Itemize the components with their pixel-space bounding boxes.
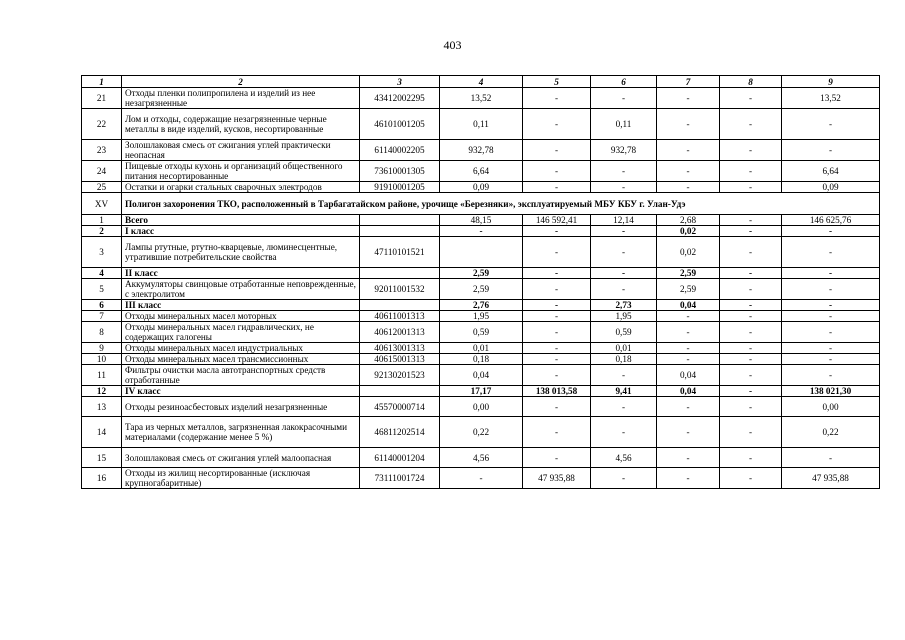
value-cell: 9,41 xyxy=(591,386,657,397)
value-cell: 0,59 xyxy=(440,322,523,343)
waste-name-cell: Отходы минеральных масел гидравлических, не содержащих галогены xyxy=(122,322,360,343)
value-cell: - xyxy=(782,365,880,386)
value-cell: - xyxy=(720,268,782,279)
value-cell: - xyxy=(720,311,782,322)
waste-name-cell: III класс xyxy=(122,300,360,311)
fkko-code-cell: 46101001205 xyxy=(360,109,440,140)
value-cell: - xyxy=(720,386,782,397)
value-cell: 2,59 xyxy=(657,268,720,279)
row-number-cell: 1 xyxy=(82,215,122,226)
table-row xyxy=(82,300,880,311)
value-cell: 0,09 xyxy=(782,182,880,193)
value-cell: 17,17 xyxy=(440,386,523,397)
value-cell: 932,78 xyxy=(440,140,523,161)
value-cell: - xyxy=(720,161,782,182)
value-cell: - xyxy=(591,182,657,193)
value-cell: - xyxy=(720,468,782,489)
row-number-cell: 22 xyxy=(82,109,122,140)
value-cell: - xyxy=(523,237,591,268)
waste-name-cell: Фильтры очистки масла автотранспортных средств отработанные xyxy=(122,365,360,386)
value-cell: - xyxy=(720,237,782,268)
value-cell: 4,56 xyxy=(440,448,523,468)
value-cell: - xyxy=(523,448,591,468)
header-cell: 9 xyxy=(782,76,880,88)
value-cell: - xyxy=(657,354,720,365)
row-number-cell: 4 xyxy=(82,268,122,279)
table-row xyxy=(82,354,880,365)
value-cell: - xyxy=(523,417,591,448)
value-cell: - xyxy=(720,448,782,468)
table-row xyxy=(82,268,880,279)
row-number-cell: 23 xyxy=(82,140,122,161)
value-cell: - xyxy=(523,365,591,386)
value-cell: - xyxy=(523,279,591,300)
value-cell: - xyxy=(591,417,657,448)
section-number-cell: XV xyxy=(82,193,122,215)
row-number-cell: 12 xyxy=(82,386,122,397)
waste-name-cell: Отходы минеральных масел индустриальных xyxy=(122,343,360,354)
value-cell: - xyxy=(782,268,880,279)
row-number-cell: 8 xyxy=(82,322,122,343)
row-number-cell: 24 xyxy=(82,161,122,182)
section-title-cell: Полигон захоронения ТКО, расположенный в Тарбагатайском районе, урочище «Березняки», эксплуатируемый МБУ КБУ г. Улан-Удэ xyxy=(122,193,880,215)
value-cell: 0,22 xyxy=(440,417,523,448)
fkko-code-cell: 61140002205 xyxy=(360,140,440,161)
value-cell: - xyxy=(782,354,880,365)
value-cell: 6,64 xyxy=(782,161,880,182)
value-cell: - xyxy=(523,397,591,417)
fkko-code-cell xyxy=(360,268,440,279)
value-cell: - xyxy=(591,468,657,489)
value-cell: 2,59 xyxy=(657,279,720,300)
header-cell: 4 xyxy=(440,76,523,88)
value-cell: - xyxy=(591,268,657,279)
value-cell: 0,01 xyxy=(440,343,523,354)
table-row xyxy=(82,237,880,268)
fkko-code-cell: 46811202514 xyxy=(360,417,440,448)
value-cell: 0,18 xyxy=(440,354,523,365)
row-number-cell: 16 xyxy=(82,468,122,489)
waste-name-cell: Золошлаковая смесь от сжигания углей малоопасная xyxy=(122,448,360,468)
value-cell: - xyxy=(657,448,720,468)
value-cell: 146 592,41 xyxy=(523,215,591,226)
value-cell: - xyxy=(720,365,782,386)
row-number-cell: 15 xyxy=(82,448,122,468)
value-cell: 932,78 xyxy=(591,140,657,161)
value-cell: - xyxy=(523,161,591,182)
header-cell: 6 xyxy=(591,76,657,88)
value-cell: - xyxy=(523,322,591,343)
row-number-cell: 10 xyxy=(82,354,122,365)
waste-name-cell: Отходы минеральных масел моторных xyxy=(122,311,360,322)
row-number-cell: 7 xyxy=(82,311,122,322)
value-cell: - xyxy=(782,237,880,268)
value-cell: - xyxy=(591,88,657,109)
row-number-cell: 14 xyxy=(82,417,122,448)
waste-name-cell: Отходы из жилищ несортированные (исключая крупногабаритные) xyxy=(122,468,360,489)
value-cell: - xyxy=(657,468,720,489)
value-cell: - xyxy=(591,397,657,417)
value-cell: - xyxy=(720,417,782,448)
fkko-code-cell xyxy=(360,300,440,311)
value-cell: - xyxy=(657,182,720,193)
value-cell: - xyxy=(657,397,720,417)
value-cell: 138 013,58 xyxy=(523,386,591,397)
table-row xyxy=(82,343,880,354)
value-cell: - xyxy=(720,215,782,226)
table-row xyxy=(82,386,880,397)
table-row xyxy=(82,161,880,182)
table-row xyxy=(82,182,880,193)
header-cell: 1 xyxy=(82,76,122,88)
value-cell: - xyxy=(782,311,880,322)
header-cell: 8 xyxy=(720,76,782,88)
waste-name-cell: IV класс xyxy=(122,386,360,397)
value-cell: - xyxy=(720,88,782,109)
waste-name-cell: Пищевые отходы кухонь и организаций общественного питания несортированные xyxy=(122,161,360,182)
fkko-code-cell: 40613001313 xyxy=(360,343,440,354)
value-cell: 138 021,30 xyxy=(782,386,880,397)
value-cell: - xyxy=(523,140,591,161)
table-row xyxy=(82,365,880,386)
fkko-code-cell xyxy=(360,386,440,397)
value-cell: - xyxy=(523,354,591,365)
fkko-code-cell: 91910001205 xyxy=(360,182,440,193)
value-cell: - xyxy=(591,365,657,386)
row-number-cell: 25 xyxy=(82,182,122,193)
waste-name-cell: Отходы пленки полипропилена и изделий из нее незагрязненные xyxy=(122,88,360,109)
fkko-code-cell: 73111001724 xyxy=(360,468,440,489)
value-cell: - xyxy=(782,300,880,311)
value-cell: - xyxy=(591,279,657,300)
header-cell: 7 xyxy=(657,76,720,88)
value-cell: - xyxy=(523,300,591,311)
value-cell: - xyxy=(720,140,782,161)
value-cell: - xyxy=(591,161,657,182)
header-cell: 5 xyxy=(523,76,591,88)
row-number-cell: 21 xyxy=(82,88,122,109)
row-number-cell: 9 xyxy=(82,343,122,354)
value-cell: - xyxy=(440,226,523,237)
fkko-code-cell: 61140001204 xyxy=(360,448,440,468)
row-number-cell: 3 xyxy=(82,237,122,268)
value-cell: - xyxy=(720,354,782,365)
fkko-code-cell: 40611001313 xyxy=(360,311,440,322)
waste-name-cell: Лом и отходы, содержащие незагрязненные черные металлы в виде изделий, кусков, несортированные xyxy=(122,109,360,140)
fkko-code-cell: 73610001305 xyxy=(360,161,440,182)
value-cell: 1,95 xyxy=(591,311,657,322)
value-cell: 0,22 xyxy=(782,417,880,448)
fkko-code-cell: 40612001313 xyxy=(360,322,440,343)
waste-name-cell: I класс xyxy=(122,226,360,237)
value-cell: - xyxy=(523,88,591,109)
value-cell: 13,52 xyxy=(440,88,523,109)
value-cell: 1,95 xyxy=(440,311,523,322)
value-cell: 6,64 xyxy=(440,161,523,182)
value-cell: - xyxy=(591,237,657,268)
value-cell: 2,59 xyxy=(440,268,523,279)
value-cell: 0,00 xyxy=(440,397,523,417)
value-cell: - xyxy=(720,300,782,311)
value-cell: 0,04 xyxy=(657,386,720,397)
value-cell: - xyxy=(720,182,782,193)
value-cell: 0,02 xyxy=(657,237,720,268)
fkko-code-cell: 47110101521 xyxy=(360,237,440,268)
waste-name-cell: Всего xyxy=(122,215,360,226)
value-cell: - xyxy=(657,109,720,140)
value-cell: - xyxy=(523,311,591,322)
value-cell: 13,52 xyxy=(782,88,880,109)
fkko-code-cell xyxy=(360,215,440,226)
value-cell: - xyxy=(523,343,591,354)
header-cell: 3 xyxy=(360,76,440,88)
table-row xyxy=(82,397,880,417)
waste-name-cell: Остатки и огарки стальных сварочных электродов xyxy=(122,182,360,193)
value-cell: - xyxy=(657,140,720,161)
waste-name-cell: Тара из черных металлов, загрязненная лакокрасочными материалами (содержание менее 5 %) xyxy=(122,417,360,448)
table-row xyxy=(82,279,880,300)
value-cell: - xyxy=(720,226,782,237)
value-cell: - xyxy=(782,109,880,140)
waste-name-cell: Золошлаковая смесь от сжигания углей практически неопасная xyxy=(122,140,360,161)
value-cell: - xyxy=(720,343,782,354)
value-cell: - xyxy=(523,109,591,140)
value-cell: 0,01 xyxy=(591,343,657,354)
table-row xyxy=(82,468,880,489)
value-cell: 0,09 xyxy=(440,182,523,193)
value-cell: 0,02 xyxy=(657,226,720,237)
table-row xyxy=(82,311,880,322)
value-cell: 0,59 xyxy=(591,322,657,343)
value-cell: 0,11 xyxy=(591,109,657,140)
value-cell: 2,59 xyxy=(440,279,523,300)
value-cell: - xyxy=(782,279,880,300)
row-number-cell: 13 xyxy=(82,397,122,417)
waste-name-cell: Отходы минеральных масел трансмиссионных xyxy=(122,354,360,365)
waste-table xyxy=(81,75,880,489)
table-row xyxy=(82,215,880,226)
waste-name-cell: Отходы резиноасбестовых изделий незагрязненные xyxy=(122,397,360,417)
row-number-cell: 11 xyxy=(82,365,122,386)
value-cell: - xyxy=(591,226,657,237)
row-number-cell: 6 xyxy=(82,300,122,311)
value-cell: 2,76 xyxy=(440,300,523,311)
fkko-code-cell: 92011001532 xyxy=(360,279,440,300)
waste-name-cell: Лампы ртутные, ртутно-кварцевые, люминесцентные, утратившие потребительские свойства xyxy=(122,237,360,268)
waste-name-cell: II класс xyxy=(122,268,360,279)
waste-name-cell: Аккумуляторы свинцовые отработанные неповрежденные, с электролитом xyxy=(122,279,360,300)
value-cell: 4,56 xyxy=(591,448,657,468)
value-cell: - xyxy=(720,279,782,300)
table-body xyxy=(82,76,880,489)
value-cell: 47 935,88 xyxy=(523,468,591,489)
value-cell: 0,04 xyxy=(657,365,720,386)
value-cell: - xyxy=(720,397,782,417)
value-cell: - xyxy=(782,140,880,161)
value-cell: - xyxy=(657,322,720,343)
value-cell: - xyxy=(523,226,591,237)
value-cell: 0,11 xyxy=(440,109,523,140)
value-cell: 146 625,76 xyxy=(782,215,880,226)
table-row xyxy=(82,322,880,343)
header-cell: 2 xyxy=(122,76,360,88)
value-cell: - xyxy=(782,226,880,237)
value-cell: - xyxy=(657,343,720,354)
value-cell: - xyxy=(440,468,523,489)
table-row xyxy=(82,226,880,237)
value-cell: - xyxy=(782,322,880,343)
value-cell: - xyxy=(720,322,782,343)
fkko-code-cell: 43412002295 xyxy=(360,88,440,109)
value-cell: - xyxy=(720,109,782,140)
table-row xyxy=(82,140,880,161)
value-cell: - xyxy=(782,448,880,468)
value-cell: - xyxy=(657,417,720,448)
table-header-row xyxy=(82,76,880,88)
page-number: 403 xyxy=(443,38,462,52)
fkko-code-cell: 92130201523 xyxy=(360,365,440,386)
value-cell: - xyxy=(523,182,591,193)
row-number-cell: 5 xyxy=(82,279,122,300)
table-row xyxy=(82,417,880,448)
section-row xyxy=(82,193,880,215)
value-cell: 12,14 xyxy=(591,215,657,226)
value-cell: - xyxy=(523,268,591,279)
value-cell: 2,68 xyxy=(657,215,720,226)
table-row xyxy=(82,109,880,140)
value-cell: 0,18 xyxy=(591,354,657,365)
fkko-code-cell: 40615001313 xyxy=(360,354,440,365)
value-cell: 2,73 xyxy=(591,300,657,311)
value-cell: 0,00 xyxy=(782,397,880,417)
value-cell xyxy=(440,237,523,268)
value-cell: - xyxy=(657,161,720,182)
value-cell: 0,04 xyxy=(440,365,523,386)
fkko-code-cell: 45570000714 xyxy=(360,397,440,417)
table-row xyxy=(82,448,880,468)
value-cell: 0,04 xyxy=(657,300,720,311)
row-number-cell: 2 xyxy=(82,226,122,237)
table-row xyxy=(82,88,880,109)
value-cell: - xyxy=(657,88,720,109)
value-cell: - xyxy=(782,343,880,354)
value-cell: - xyxy=(657,311,720,322)
value-cell: 47 935,88 xyxy=(782,468,880,489)
fkko-code-cell xyxy=(360,226,440,237)
value-cell: 48,15 xyxy=(440,215,523,226)
